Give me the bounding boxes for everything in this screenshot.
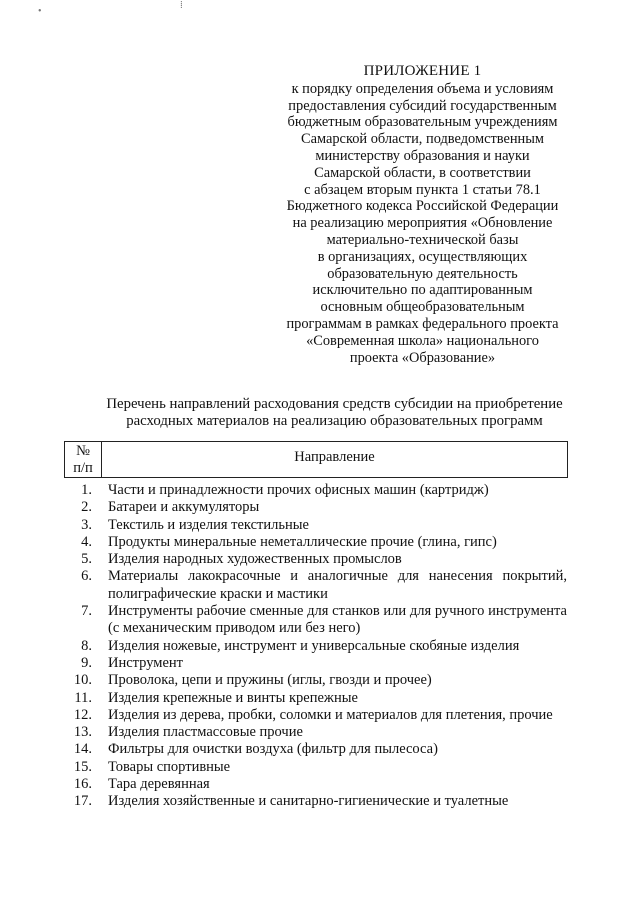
list-item [62, 690, 567, 707]
item-number: 4. [81, 533, 92, 550]
item-number: 11. [74, 689, 92, 706]
header-table [64, 441, 568, 478]
list-item [62, 603, 567, 638]
item-text: Инструменты рабочие сменные для станков или для ручного инструмента (с механическим приводом или без него) [108, 603, 567, 637]
item-number: 2. [81, 499, 92, 516]
item-text: Батареи и аккумуляторы [108, 499, 260, 516]
appendix-line: программам в рамках федерального проекта [286, 315, 559, 332]
item-text: Фильтры для очистки воздуха (фильтр для пылесоса) [108, 741, 438, 758]
appendix-title: ПРИЛОЖЕНИЕ 1 [363, 63, 482, 79]
item-text: Товары спортивные [108, 758, 231, 775]
header-row [65, 442, 568, 478]
item-number: 1. [81, 482, 92, 498]
item-number: 6. [81, 568, 92, 585]
list-item [62, 517, 567, 534]
directions-list [62, 482, 567, 811]
item-number: 3. [81, 516, 92, 533]
item-text: Части и принадлежности прочих офисных машин (картридж) [108, 482, 489, 498]
list-item [62, 724, 567, 741]
item-number: 17. [73, 793, 92, 810]
list-heading [62, 396, 607, 430]
item-number: 9. [81, 654, 92, 671]
item-number: 13. [73, 724, 92, 741]
appendix-line: «Современная школа» национального [306, 332, 539, 349]
appendix-line: к порядку определения объема и условиям [291, 80, 554, 97]
list-item [62, 672, 567, 689]
list-item [62, 776, 567, 793]
item-text: Изделия ножевые, инструмент и универсальные скобяные изделия [108, 637, 520, 654]
item-number: 12. [73, 706, 92, 723]
item-text: Изделия из дерева, пробки, соломки и материалов для плетения, прочие [108, 706, 553, 723]
scan-dot-mark: • [38, 6, 42, 17]
appendix-line: образовательную деятельность [327, 265, 518, 282]
list-item [62, 499, 567, 516]
item-number: 15. [73, 758, 92, 775]
item-text: Тара деревянная [108, 776, 210, 793]
list-item [62, 655, 567, 672]
list-item [62, 707, 567, 724]
list-item [62, 638, 567, 655]
item-text: Изделия крепежные и винты крепежные [108, 689, 358, 706]
appendix-line: Бюджетного кодекса Российской Федерации [286, 198, 559, 215]
heading-line-1: Перечень направлений расходования средств субсидии на приобретение [106, 396, 563, 412]
item-text: Инструмент [108, 654, 184, 671]
item-number: 16. [73, 776, 92, 793]
appendix-line: Самарской области, в соответствии [314, 164, 531, 181]
item-text: Материалы лакокрасочные и аналогичные для нанесения покрытий, полиграфические краски и мастики [108, 568, 567, 602]
scan-tick-mark: ⁞ [180, 0, 183, 11]
item-number: 14. [73, 741, 92, 758]
item-text: Изделия народных художественных промыслов [108, 551, 402, 568]
number-sign: № [76, 443, 90, 459]
item-number: 8. [81, 637, 92, 654]
list-item [62, 534, 567, 551]
appendix-line: Самарской области, подведомственным [300, 131, 545, 148]
direction-column-header: Направление [102, 442, 568, 478]
list-item [62, 793, 567, 810]
heading-line-2: расходных материалов на реализацию образовательных программ [126, 413, 543, 429]
item-text: Продукты минеральные неметаллические прочие (глина, гипс) [108, 533, 497, 550]
list-item [62, 482, 567, 499]
pp-label: п/п [73, 460, 93, 476]
item-text: Изделия хозяйственные и санитарно-гигиенические и туалетные [108, 793, 509, 810]
item-text: Изделия пластмассовые прочие [108, 724, 303, 741]
appendix-block [270, 63, 575, 366]
appendix-line: на реализацию мероприятия «Обновление [292, 215, 553, 232]
appendix-line: с абзацем вторым пункта 1 статьи 78.1 [304, 181, 541, 198]
number-column-header [65, 442, 102, 478]
appendix-line: материально-технической базы [326, 231, 519, 248]
item-number: 5. [81, 551, 92, 568]
appendix-line: предоставления субсидий государственным [288, 97, 557, 114]
appendix-line: основным общеобразовательным [320, 299, 525, 316]
appendix-line: исключительно по адаптированным [312, 282, 533, 299]
appendix-line: бюджетным образовательным учреждениям [287, 114, 558, 131]
item-text: Текстиль и изделия текстильные [108, 516, 309, 533]
appendix-line: министерству образования и науки [315, 147, 530, 164]
list-item [62, 551, 567, 568]
item-text: Проволока, цепи и пружины (иглы, гвозди и прочее) [108, 672, 432, 689]
list-item [62, 568, 567, 603]
list-item [62, 759, 567, 776]
appendix-line: в организациях, осуществляющих [317, 248, 528, 265]
list-item [62, 741, 567, 758]
appendix-line: проекта «Образование» [349, 349, 496, 366]
item-number: 7. [81, 603, 92, 620]
item-number: 10. [73, 672, 92, 689]
